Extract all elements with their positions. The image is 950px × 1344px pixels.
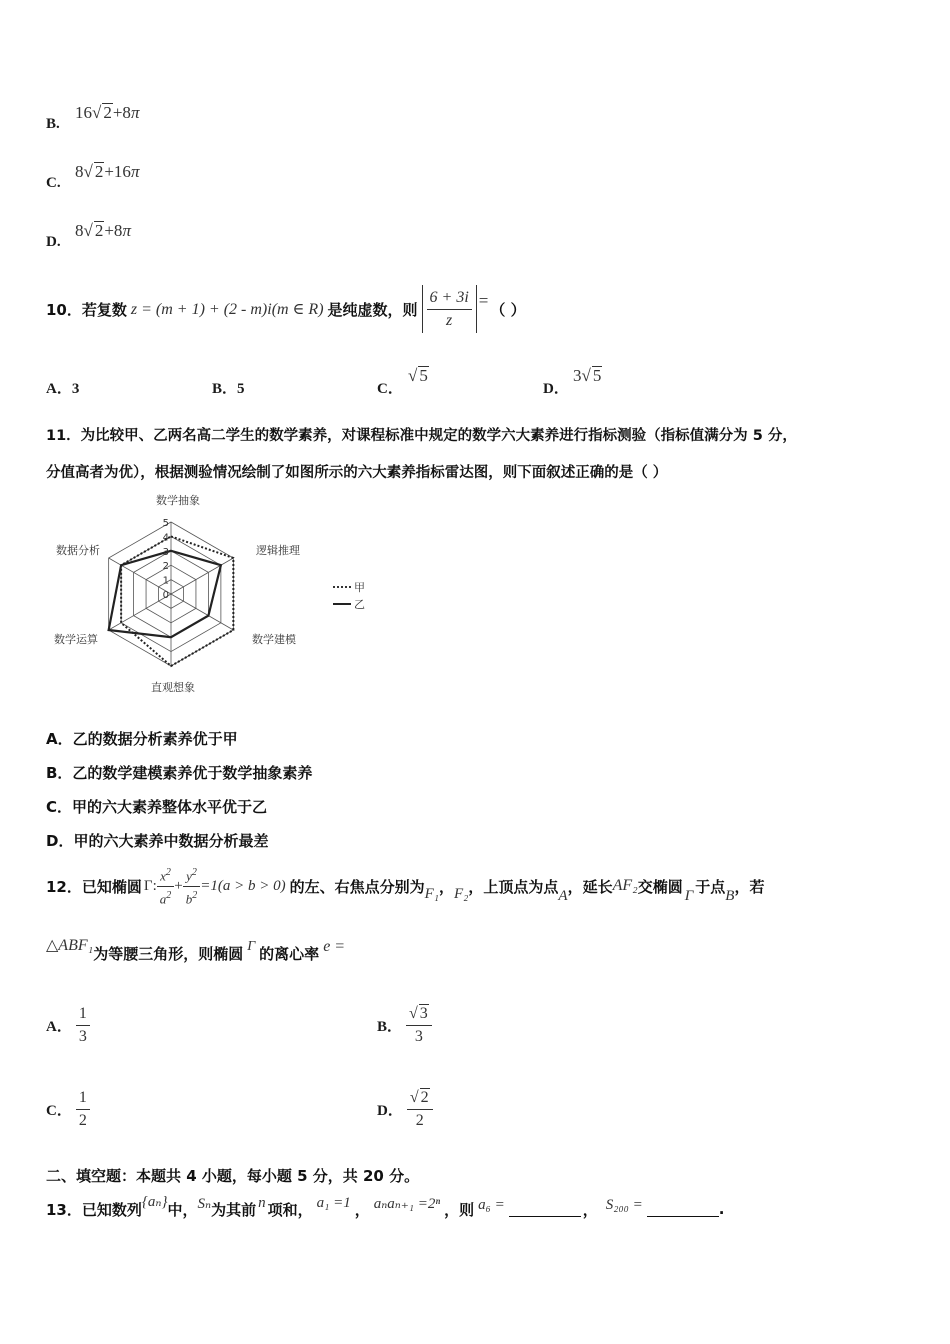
q9-option-d-label: D. [46, 234, 61, 250]
q9-option-d [46, 231, 61, 251]
question-12: 12． 已知椭圆 Γ: $\frac{x^2}{a^2}$ + $\frac{y^2}{b^2}$ =1(a > b > 0) 的左、右焦点分别为 F₁ ， F₂ ，上顶点为点 A ，延长 AF₂ 交椭圆 Γ 于点 B ，若 [46, 862, 764, 910]
q11-option-b: B．乙的数学建模素养优于数学抽象素养 [46, 764, 313, 782]
q10-b-label: B． [212, 381, 238, 397]
q10-c-formula: √ 5 [408, 366, 428, 385]
q12-text5: 交椭圆 [637, 877, 683, 896]
section-2-heading: 二、填空题：本题共 4 小题，每小题 5 分，共 20 分。 [46, 1167, 420, 1185]
q13-a6: a₆ = [478, 1196, 505, 1213]
radar-ticks [163, 518, 169, 601]
q9-c-coef: 8 [75, 162, 84, 181]
q9-d-pi: π [122, 221, 131, 240]
q9-option-c-label: C. [46, 175, 61, 191]
q9-option-d-formula: 8√ 2+8π [75, 221, 131, 240]
q10-option-a [46, 377, 79, 398]
q13-a1: a₁ =1 [316, 1194, 351, 1211]
q12-option-c [46, 1084, 90, 1134]
q10-d-rad: 5 [592, 366, 602, 385]
q12-f2: F₂ [453, 885, 469, 902]
q10-d-label: D． [543, 381, 569, 397]
q12-b-den: 3 [414, 1027, 423, 1045]
q10-text1: 若复数 [81, 300, 127, 319]
q13-sn: Sₙ [197, 1195, 212, 1212]
q12-text7: ，若 [734, 877, 765, 896]
q9-c-pi: π [130, 162, 140, 181]
axis-label-shuxue-yunsuan: 数学运算 [54, 633, 98, 646]
q10-eq: = [478, 291, 489, 310]
q10-c-rad: 5 [419, 366, 428, 385]
q9-d-plus: +8 [104, 221, 123, 240]
q10-number: 10． [46, 300, 82, 319]
q11-line1: 11．为比较甲、乙两名高二学生的数学素养，对课程标准中规定的数学六大素养进行指标测验（指标值满分为 5 分， [46, 428, 797, 444]
q10-option-b [212, 377, 245, 398]
q11-line2: 分值高者为优），根据测验情况绘制了如图所示的六大素养指标雷达图，则下面叙述正确的是（ ） [46, 465, 668, 481]
q9-option-c [46, 172, 61, 192]
q10-a-label: A． [46, 381, 72, 397]
q12-option-a [46, 1000, 90, 1050]
axis-label-shuju-fenxi: 数据分析 [56, 544, 100, 557]
q13-text1: 已知数列 [81, 1200, 142, 1219]
q9-b-pi: π [130, 103, 140, 122]
q12-ellipse: Γ: [143, 877, 157, 894]
q10-abs-num: 6 + 3i [427, 287, 472, 310]
q13-text3: 为其前 [211, 1200, 257, 1219]
q12-b-label: B． [377, 1018, 403, 1035]
q9-option-c-formula: 8√ 2+16π [75, 162, 140, 181]
q10-paren: （ ） [490, 300, 526, 319]
q12-text3: ，上顶点为点 [468, 877, 559, 896]
radar-tick-label-0: 0 [162, 590, 169, 601]
radar-tick-label-2: 2 [162, 561, 169, 573]
q13-text2: 中， [167, 1200, 198, 1219]
q11-option-d: D．甲的六大素养中数据分析最差 [46, 832, 269, 850]
q9-option-b-label: B. [46, 116, 60, 132]
q9-c-plus: +16 [104, 162, 131, 181]
legend-yi-label: 乙 [354, 598, 365, 611]
q12-line2-text2: 的离心率 [259, 944, 320, 963]
q10-d-formula: 3√ 5 [573, 366, 602, 385]
q12-c-num: 1 [76, 1087, 90, 1110]
q12-eccentricity: e = [323, 938, 346, 955]
q12-a-num: 1 [76, 1003, 90, 1026]
q13-text4: 项和， [267, 1200, 313, 1219]
q9-b-plus: +8 [112, 103, 131, 122]
q12-text1: 已知椭圆 [81, 877, 142, 896]
q12-gamma: Γ [684, 887, 694, 904]
q13-text5: ，则 [444, 1200, 475, 1219]
q12-option-b: B． $\frac{√ 3}{3}$ [377, 1000, 432, 1050]
q13-s200: S₂₀₀ = [605, 1196, 643, 1213]
q12-af2: AF₂ [612, 877, 638, 894]
q9-b-rad: 2 [103, 103, 112, 122]
q10-option-d [543, 377, 569, 398]
q12-b-rad: 3 [419, 1004, 428, 1022]
legend-jia-label: 甲 [354, 581, 365, 594]
q12-text4: ，延长 [567, 877, 613, 896]
axis-label-shuxue-chouxiang: 数学抽象 [156, 494, 200, 507]
q12-c-den: 2 [78, 1111, 87, 1129]
radar-tick-label-5: 5 [162, 518, 169, 529]
q13-number: 13． [46, 1200, 82, 1219]
q12-line2-gamma: Γ [247, 939, 256, 954]
radar-tick-label-4: 4 [162, 532, 169, 544]
q13-blank-2[interactable] [647, 1202, 719, 1217]
q12-text2: 的左、右焦点分别为 [289, 877, 425, 896]
radar-chart [40, 488, 380, 698]
q12-number: 12． [46, 877, 82, 896]
q12-point-a: A [558, 887, 568, 904]
q10-abs-value [422, 285, 477, 333]
q13-n: n [258, 1194, 266, 1211]
q9-d-rad: 2 [94, 221, 104, 240]
axis-label-luoji-tuili: 逻辑推理 [256, 544, 300, 557]
radar-spoke-2 [171, 594, 233, 630]
q12-frac-x: $\frac{x^2}{a^2}$ [157, 864, 175, 908]
q12-d-label: D． [377, 1102, 403, 1119]
q13-seq: {aₙ} [141, 1193, 168, 1210]
q10-abs-den: z [446, 311, 453, 329]
q11-option-a: A．乙的数据分析素养优于甲 [46, 730, 238, 748]
q9-option-b [46, 113, 60, 133]
q10-b-value: 5 [237, 381, 245, 397]
q12-point-b: B [725, 887, 735, 904]
q12-a-label: A． [46, 1018, 72, 1035]
q13-end: . [718, 1200, 725, 1218]
q12-text6: 于点 [695, 877, 726, 896]
q12-f1: F₁ [424, 885, 439, 902]
radar-spoke-1 [171, 558, 233, 594]
q12-triangle: △ABF₁ [46, 937, 94, 954]
question-10 [46, 282, 526, 336]
q10-a-value: 3 [71, 381, 80, 397]
q12-a-den: 3 [78, 1027, 87, 1045]
question-13: 13． 已知数列 {aₙ} 中， Sₙ 为其前 n 项和， a₁ =1 ， aₙaₙ₊₁ =2ⁿ ，则 a₆ = ， S₂₀₀ = . [46, 1193, 725, 1219]
radar-tick-label-1: 1 [162, 575, 169, 587]
axis-label-zhiguan-xiangxiang: 直观想象 [151, 681, 195, 694]
q12-d-den: 2 [415, 1111, 424, 1129]
q9-b-coef: 16 [75, 103, 92, 122]
q9-d-coef: 8 [75, 221, 84, 240]
q10-c-label: C． [377, 381, 403, 397]
q12-c-label: C． [46, 1102, 72, 1119]
axis-label-shuxue-jianmo: 数学建模 [252, 633, 296, 646]
q10-text2: 是纯虚数，则 [327, 300, 418, 319]
q10-formula: z = (m + 1) + (2 - m)i(m ∈ R) [130, 301, 324, 318]
q10-option-c [377, 377, 403, 398]
q12-d-rad: 2 [420, 1088, 429, 1106]
q12-line2-text: 为等腰三角形，则椭圆 [93, 944, 244, 963]
q12-frac-y: $\frac{y^2}{b^2}$ [183, 864, 201, 908]
q9-c-rad: 2 [94, 162, 104, 181]
q9-option-b-formula: 16√ 2+8π [75, 103, 140, 122]
q12-eq-rest: =1(a > b > 0) [200, 877, 286, 894]
q13-blank-1[interactable] [509, 1202, 581, 1217]
q11-option-c: C．甲的六大素养整体水平优于乙 [46, 798, 268, 816]
radar-tick-label-3: 3 [162, 546, 169, 558]
q12-line2 [46, 938, 345, 968]
q12-option-d: D． $\frac{√ 2}{2}$ [377, 1084, 433, 1134]
q10-d-coef: 3 [573, 366, 582, 385]
q13-anan1: aₙaₙ₊₁ =2ⁿ [373, 1195, 441, 1212]
